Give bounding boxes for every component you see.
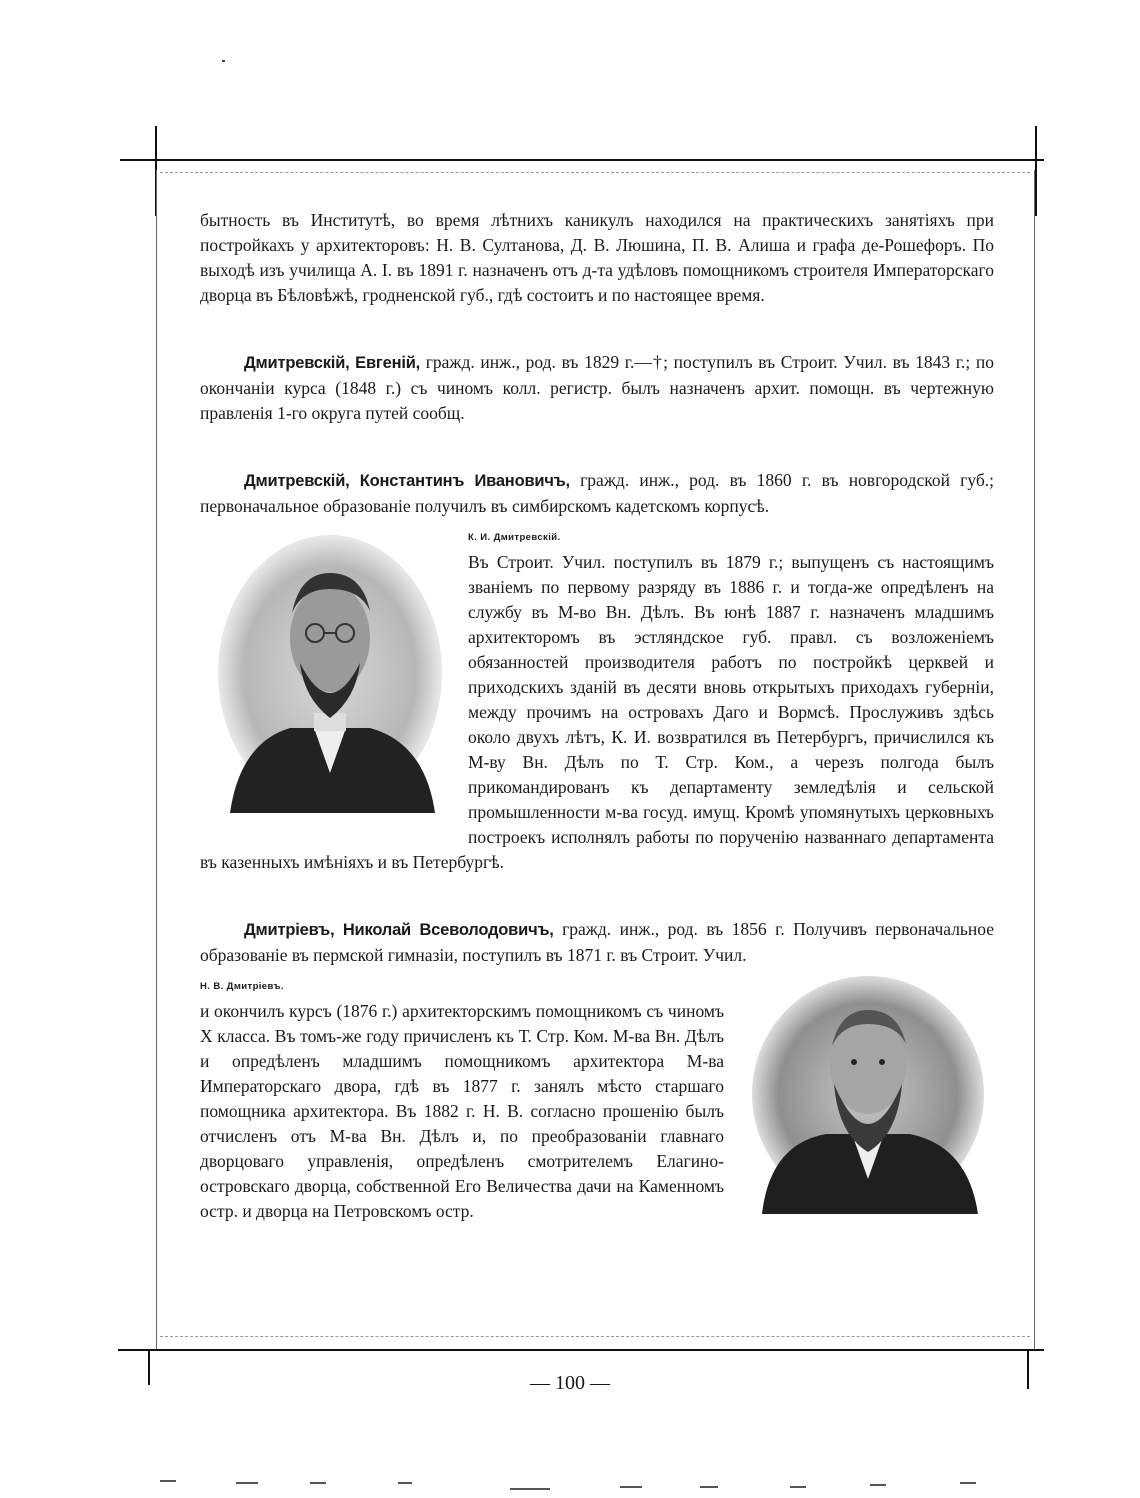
nikolai-text-before: гражд. инж., род. въ 1856 г. Получивъ первоначальное образованіе въ пермской гимназіи, поступилъ въ 1871 г. въ Строит. Учил. (200, 919, 994, 965)
konstantin-text-after: Въ Строит. Учил. поступилъ въ 1879 г.; выпущенъ съ настоящимъ званіемъ по первому разряду въ 1886 г. и тогда-же опредѣленъ на службу въ М-во Вн. Дѣлъ. Въ юнѣ 1887 г. назначенъ младшимъ архитекторомъ въ эстляндское губ. правл. съ возложеніемъ обязанностей производителя работъ по постройкѣ церквей и приходскихъ зданій въ десяти вновь открытыхъ приходахъ губерніи, между прочимъ на островахъ Даго и Вормсѣ. Прослуживъ здѣсь около двухъ лѣтъ, К. И. возвратился въ Петербургъ, причислился къ М-ву Вн. Дѣлъ по Т. Стр. Ком., а черезъ полгода былъ прикомандированъ къ департаменту земледѣлія и сельской промышленности м-ва госуд. имущ. Кромѣ упомянутыхъ церковныхъ построекъ исполнялъ работы по порученію названнаго департамента въ казенныхъ имѣніяхъ и въ Петербургѣ. (200, 552, 994, 872)
footer-mark-1 (160, 1480, 176, 1482)
evgeny-text: гражд. инж., род. въ 1829 г.—†; поступилъ въ Строит. Учил. въ 1843 г.; по окончаніи курса (1848 г.) съ чиномъ колл. регистр. былъ назначенъ архит. помощн. въ чертежную правленія 1-го округа путей сообщ. (200, 352, 995, 423)
footer-mark-6 (620, 1486, 642, 1488)
nikolai-text-after: и окончилъ курсъ (1876 г.) архитекторскимъ помощникомъ съ чиномъ X класса. Въ томъ-же году причисленъ къ Т. Стр. Ком. М-ва Вн. Дѣлъ и опредѣленъ младшимъ помощникомъ архитектора М-ва Императорскаго двора, гдѣ въ 1877 г. занялъ мѣсто старшаго помощника архитектора. Въ 1882 г. Н. В. согласно прошенію былъ отчисленъ отъ М-ва Вн. Дѣлъ и, по преобразованіи главнаго дворцоваго управленія, опредѣленъ смотрителемъ Елагино-островскаго дворца, собственной Его Величества дачи на Каменномъ остр. и дворца на Петровскомъ остр. (200, 1001, 724, 1221)
footer-mark-8 (790, 1486, 806, 1488)
entry-nikolai (200, 917, 994, 1224)
nikolai-name: Дмитріевъ, Николай Всеволодовичъ, (244, 921, 554, 939)
konstantin-text-before: гражд. инж., род. въ 1860 г. въ новгородской губ.; первоначальное образованіе получилъ въ симбирскомъ кадетскомъ корпусѣ. (200, 470, 994, 516)
nikolai-caption: Н. В. Дмитріевъ. (200, 981, 284, 992)
evgeny-paragraph (200, 350, 994, 426)
right-rule (1034, 170, 1035, 1350)
stray-mark (222, 60, 225, 62)
evgeny-name: Дмитревскій, Евгеній, (244, 354, 421, 372)
footer-mark-9 (870, 1484, 886, 1486)
konstantin-caption: К. И. Дмитревскій. (468, 532, 561, 543)
nikolai-portrait-figure (742, 974, 994, 1244)
bottom-rule (118, 1349, 1044, 1351)
konstantin-paragraph (200, 468, 994, 519)
right-rule-top (1035, 126, 1037, 216)
entry-konstantin (200, 468, 994, 875)
footer-mark-2 (236, 1482, 258, 1484)
portrait-konstantin (210, 523, 450, 813)
intro-paragraph: бытность въ Институтѣ, во время лѣтнихъ каникулъ находился на практическихъ занятіяхъ при постройкахъ у архитекторовъ: Н. В. Султанова, Д. В. Люшина, П. В. Алиша и графа де-Рошефоръ. По выходѣ изъ училища А. I. въ 1891 г. назначенъ отъ д-та удѣловъ помощникомъ строителя Императорскаго дворца въ Бѣловѣжѣ, гродненской губ., гдѣ состоитъ и по настоящее время. (200, 210, 994, 305)
bottom-dashed-rule (160, 1336, 1030, 1337)
left-rule (156, 170, 157, 1350)
footer-mark-10 (960, 1482, 976, 1484)
konstantin-name: Дмитревскій, Константинъ Ивановичъ, (244, 472, 570, 490)
top-rule (120, 159, 1044, 161)
footer-mark-3 (310, 1482, 326, 1484)
footer-mark-7 (700, 1486, 718, 1488)
entry-evgeny (200, 350, 994, 426)
page-content (200, 208, 994, 1246)
footer-mark-5 (510, 1488, 550, 1490)
entry-continuation (200, 208, 994, 308)
nikolai-paragraph (200, 917, 994, 968)
footer-mark-4 (398, 1482, 412, 1484)
portrait-nikolai (748, 974, 988, 1214)
konstantin-portrait-figure (200, 523, 460, 841)
page-number: — 100 — (530, 1372, 610, 1394)
top-dashed-rule (160, 172, 1030, 173)
